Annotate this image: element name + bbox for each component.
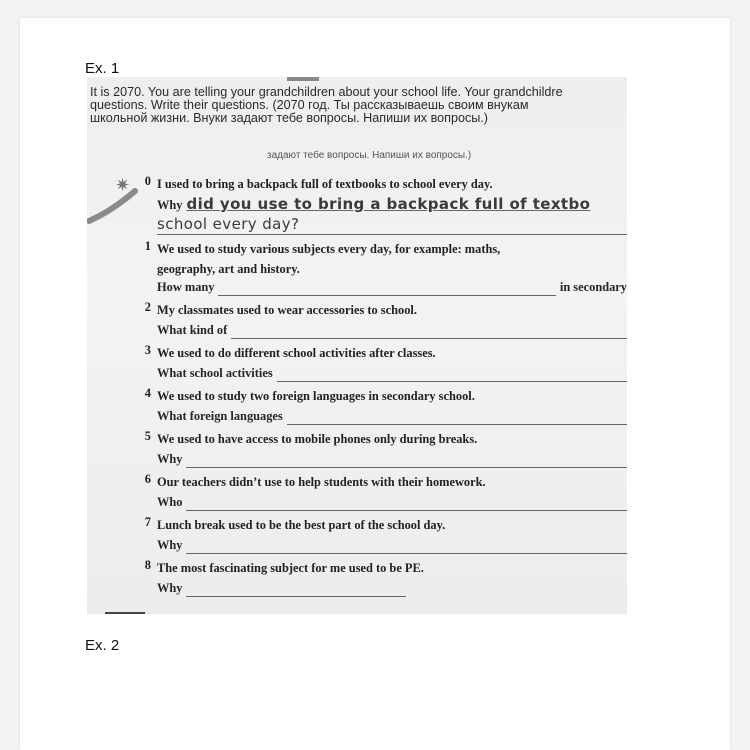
instructions: [90, 86, 627, 125]
answer-line[interactable]: [231, 324, 627, 339]
answer-line[interactable]: [218, 281, 555, 296]
item-prompt: Why: [157, 198, 183, 212]
item-prompt-row: [157, 493, 627, 511]
item-number: 0: [144, 174, 151, 188]
item-prompt: Who: [157, 495, 183, 509]
duplicate-cut-line: задают тебе вопросы. Напиши их вопросы.): [267, 150, 472, 161]
item-number: 2: [144, 300, 151, 314]
instructions-line-2: questions. Write their questions. (2070 год. Ты рассказываешь своим внукам: [90, 99, 529, 112]
item-prompt: Why: [157, 538, 183, 552]
item-number: 1: [144, 239, 151, 253]
exercise-item-3: [137, 343, 627, 382]
item-statement-continued: geography, art and history.: [157, 262, 300, 276]
item-number: 5: [144, 429, 151, 443]
item-statement: We used to do different school activities after classes.: [157, 346, 436, 360]
exercise-item-6: [137, 472, 627, 511]
item-prompt-row: [157, 321, 627, 339]
item-statement: We used to study two foreign languages in secondary school.: [157, 389, 475, 403]
item-prompt: What foreign languages: [157, 409, 283, 423]
exercise-2-label: Ex. 2: [85, 637, 120, 654]
item-statement: Lunch break used to be the best part of the school day.: [157, 518, 446, 532]
item-number: 7: [144, 515, 151, 529]
item-prompt-tail: in secondary: [559, 280, 627, 294]
answer-line[interactable]: [287, 410, 627, 425]
item-statement: Our teachers didn’t use to help students with their homework.: [157, 475, 486, 489]
exercise-item-5: [137, 429, 627, 468]
instructions-line-3: школьной жизни. Внуки задают тебе вопросы. Напиши их вопросы.): [90, 112, 489, 125]
bottom-dash-mark: [105, 612, 145, 614]
star-icon: ✷: [115, 175, 131, 195]
answer-line[interactable]: [186, 539, 627, 554]
item-prompt-row: [157, 407, 627, 425]
item-statement: We used to study various subjects every day, for example: maths,: [157, 242, 501, 256]
item-number: 6: [144, 472, 151, 486]
exercise-item-0: [137, 174, 627, 235]
answer-line[interactable]: [277, 367, 627, 382]
item-statement: I used to bring a backpack full of textbooks to school every day.: [157, 177, 493, 191]
item-number: 3: [144, 343, 151, 357]
item-number: 4: [144, 386, 151, 400]
item-prompt: What kind of: [157, 323, 228, 337]
page-tab-mark: [287, 77, 319, 81]
item-prompt: How many: [157, 280, 215, 294]
item-prompt: Why: [157, 581, 183, 595]
exercise-item-2: [137, 300, 627, 339]
item-prompt-row: [157, 536, 627, 554]
item-number: 8: [144, 558, 151, 572]
item-statement: We used to have access to mobile phones only during breaks.: [157, 432, 478, 446]
handwritten-answer: did you use to bring a backpack full of textbo: [186, 195, 591, 213]
item-statement: My classmates used to wear accessories to school.: [157, 303, 417, 317]
item-prompt-row: [157, 450, 627, 468]
answer-line[interactable]: [186, 496, 627, 511]
exercise-items: [137, 174, 627, 601]
exercise-item-8: [137, 558, 627, 597]
item-prompt: What school activities: [157, 366, 273, 380]
handwritten-answer-continued: school every day?: [157, 214, 627, 235]
item-prompt: Why: [157, 452, 183, 466]
answer-line[interactable]: [186, 453, 627, 468]
item-prompt-row: [157, 278, 627, 296]
exercise-item-7: [137, 515, 627, 554]
item-prompt-row: [157, 579, 627, 597]
exercise-item-4: [137, 386, 627, 425]
item-prompt-row: [157, 364, 627, 382]
exercise-item-1: [137, 239, 627, 296]
instructions-line-1: It is 2070. You are telling your grandchildren about your school life. Your grandchildre: [90, 86, 563, 99]
exercise-1-label: Ex. 1: [85, 60, 120, 77]
answer-line: [186, 195, 627, 214]
item-statement: The most fascinating subject for me used to be PE.: [157, 561, 424, 575]
worksheet-photo: [87, 77, 627, 614]
answer-line[interactable]: [186, 582, 406, 597]
item-prompt-row: [157, 195, 627, 214]
